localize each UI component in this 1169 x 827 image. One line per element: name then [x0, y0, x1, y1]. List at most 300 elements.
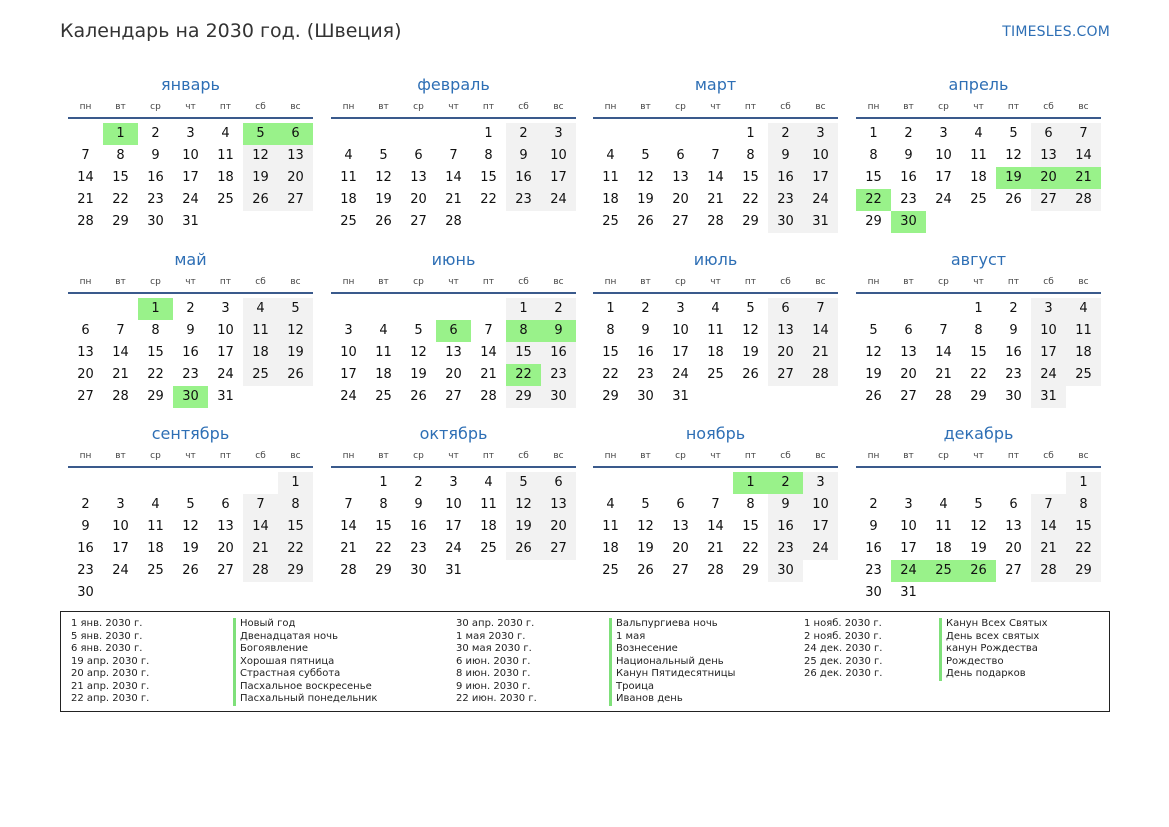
holiday-date: 6 янв. 2030 г.: [71, 643, 143, 654]
day-cell: 20: [410, 192, 427, 207]
day-cell: 5: [1009, 126, 1018, 141]
holiday-name: Канун Пятидесятницы: [609, 668, 735, 681]
day-cell: 2: [541, 298, 576, 320]
day-cell: 18: [243, 342, 278, 364]
day-cell: 3: [1031, 298, 1066, 320]
holiday-date: 6 июн. 2030 г.: [456, 655, 531, 667]
day-cell: 4: [939, 497, 948, 512]
day-cell: 10: [900, 519, 917, 534]
day-cell: 21: [112, 367, 129, 382]
day-cell: 23: [768, 189, 803, 211]
day-cell: 4: [711, 301, 720, 316]
day-cell: 12: [637, 519, 654, 534]
weekday-label: ср: [938, 277, 949, 287]
weekday-label: ср: [413, 102, 424, 112]
day-cell: 3: [541, 123, 576, 145]
holiday-day-cell: 9: [541, 320, 576, 342]
day-cell: 5: [641, 148, 650, 163]
day-cell: 24: [541, 189, 576, 211]
day-cell: 7: [803, 298, 838, 320]
day-cell: 1: [606, 301, 615, 316]
day-cell: 3: [904, 497, 913, 512]
day-cell: 31: [803, 211, 838, 233]
empty-cell: [366, 298, 401, 320]
day-cell: 22: [278, 538, 313, 560]
holiday-name: Страстная суббота: [233, 668, 377, 681]
weekday-label: чт: [973, 277, 984, 287]
holiday-date: 22 июн. 2030 г.: [456, 693, 537, 704]
day-cell: 3: [449, 475, 458, 490]
day-cell: 15: [506, 342, 541, 364]
day-cell: 28: [707, 214, 724, 229]
weekday-label: вт: [378, 102, 389, 112]
month-name: июнь: [431, 250, 476, 269]
holiday-day-cell: 6: [436, 320, 471, 342]
day-cell: 28: [77, 214, 94, 229]
week-row: [593, 364, 838, 386]
day-cell: 19: [375, 192, 392, 207]
weekday-label: вс: [290, 102, 301, 112]
week-row: [331, 472, 576, 494]
day-cell: 30: [768, 560, 803, 582]
day-cell: 21: [707, 192, 724, 207]
empty-cell: [926, 582, 961, 604]
day-cell: 12: [1005, 148, 1022, 163]
weekday-label: пн: [342, 451, 355, 461]
weekday-header: [68, 450, 313, 468]
week-row: [856, 189, 1101, 211]
holiday-name: канун Рождества: [939, 643, 1048, 656]
day-cell: 27: [1005, 563, 1022, 578]
empty-cell: [628, 123, 663, 145]
day-cell: 16: [637, 345, 654, 360]
month-2: [331, 75, 576, 233]
day-cell: 2: [768, 123, 803, 145]
day-cell: 24: [935, 192, 952, 207]
day-cell: 16: [768, 167, 803, 189]
month-4: [856, 75, 1101, 233]
day-cell: 20: [445, 367, 462, 382]
day-cell: 20: [768, 342, 803, 364]
weekday-label: чт: [710, 277, 721, 287]
month-10: [331, 424, 576, 582]
legend-names-column: [233, 618, 377, 706]
empty-cell: [891, 298, 926, 320]
day-cell: 27: [278, 189, 313, 211]
empty-cell: [103, 298, 138, 320]
day-cell: 6: [676, 497, 685, 512]
weekday-label: сб: [518, 451, 529, 461]
empty-cell: [138, 472, 173, 494]
day-cell: 1: [484, 126, 493, 141]
day-cell: 2: [641, 301, 650, 316]
empty-cell: [331, 123, 366, 145]
day-cell: 5: [278, 298, 313, 320]
empty-cell: [278, 582, 313, 604]
day-cell: 27: [900, 389, 917, 404]
day-cell: 6: [1009, 497, 1018, 512]
month-name: апрель: [948, 75, 1009, 94]
legend-dates-column: [71, 618, 149, 706]
weekday-label: пн: [79, 451, 92, 461]
weekday-label: вт: [640, 451, 651, 461]
empty-cell: [331, 472, 366, 494]
holiday-name: Канун Всех Святых: [939, 618, 1048, 631]
holiday-date: 1 мая 2030 г.: [456, 630, 526, 642]
weekday-label: вс: [815, 277, 826, 287]
month-name: февраль: [417, 75, 490, 94]
day-cell: 9: [81, 519, 90, 534]
weekday-label: пт: [1007, 277, 1020, 287]
weekday-label: ср: [150, 451, 161, 461]
weekday-label: пн: [867, 277, 880, 287]
day-cell: 7: [711, 148, 720, 163]
week-row: [68, 364, 313, 386]
empty-cell: [138, 582, 173, 604]
day-cell: 2: [1009, 301, 1018, 316]
empty-cell: [471, 560, 506, 582]
weekday-label: пт: [744, 102, 757, 112]
holiday-date: 20 апр. 2030 г.: [71, 668, 150, 679]
day-cell: 3: [344, 323, 353, 338]
day-cell: 16: [147, 170, 164, 185]
day-cell: 17: [182, 170, 199, 185]
day-cell: 11: [375, 345, 392, 360]
empty-cell: [663, 123, 698, 145]
day-cell: 14: [935, 345, 952, 360]
weekday-label: вт: [378, 277, 389, 287]
weekday-label: сб: [255, 277, 266, 287]
day-cell: 8: [151, 323, 160, 338]
legend-names-column: [609, 618, 735, 706]
day-cell: 30: [147, 214, 164, 229]
week-row: [856, 211, 1101, 233]
weekday-label: ср: [938, 451, 949, 461]
day-cell: 14: [480, 345, 497, 360]
weekday-label: ср: [938, 102, 949, 112]
empty-cell: [68, 472, 103, 494]
day-cell: 11: [147, 519, 164, 534]
weekday-header: [856, 450, 1101, 468]
weekday-label: сб: [518, 277, 529, 287]
week-row: [68, 494, 313, 516]
day-cell: 30: [541, 386, 576, 408]
day-cell: 22: [147, 367, 164, 382]
day-cell: 20: [77, 367, 94, 382]
day-cell: 29: [278, 560, 313, 582]
empty-cell: [401, 123, 436, 145]
empty-cell: [103, 582, 138, 604]
day-cell: 12: [865, 345, 882, 360]
day-cell: 11: [217, 148, 234, 163]
day-cell: 8: [278, 494, 313, 516]
holiday-date: 2 нояб. 2030 г.: [804, 630, 882, 642]
empty-cell: [698, 472, 733, 494]
weekday-label: вс: [815, 451, 826, 461]
day-cell: 1: [869, 126, 878, 141]
day-cell: 30: [410, 563, 427, 578]
day-cell: 14: [1031, 516, 1066, 538]
empty-cell: [471, 211, 506, 233]
day-cell: 4: [243, 298, 278, 320]
day-cell: 17: [803, 516, 838, 538]
weekday-header: [593, 101, 838, 119]
week-row: [68, 211, 313, 233]
day-cell: 28: [340, 563, 357, 578]
day-cell: 25: [480, 541, 497, 556]
empty-cell: [803, 386, 838, 408]
weekday-label: вт: [640, 102, 651, 112]
holiday-name: 1 мая: [609, 631, 735, 644]
day-cell: 18: [147, 541, 164, 556]
day-cell: 9: [151, 148, 160, 163]
day-cell: 2: [151, 126, 160, 141]
holiday-name: Хорошая пятница: [233, 656, 377, 669]
holiday-name: Двенадцатая ночь: [233, 631, 377, 644]
weekday-label: вс: [815, 102, 826, 112]
weekday-label: чт: [448, 277, 459, 287]
holiday-day-cell: 24: [891, 560, 926, 582]
day-cell: 16: [768, 516, 803, 538]
day-cell: 21: [340, 541, 357, 556]
day-cell: 27: [77, 389, 94, 404]
day-cell: 25: [1066, 364, 1101, 386]
day-cell: 29: [602, 389, 619, 404]
holiday-name: Вознесение: [609, 643, 735, 656]
holiday-day-cell: 1: [103, 123, 138, 145]
holiday-name: Богоявление: [233, 643, 377, 656]
weekday-label: чт: [973, 102, 984, 112]
day-cell: 23: [506, 189, 541, 211]
day-cell: 2: [186, 301, 195, 316]
day-cell: 14: [340, 519, 357, 534]
empty-cell: [733, 386, 768, 408]
holiday-day-cell: 25: [926, 560, 961, 582]
day-cell: 27: [672, 563, 689, 578]
week-row: [331, 364, 576, 386]
empty-cell: [208, 582, 243, 604]
day-cell: 21: [445, 192, 462, 207]
day-cell: 22: [742, 192, 759, 207]
day-cell: 17: [935, 170, 952, 185]
empty-cell: [506, 560, 541, 582]
empty-cell: [803, 560, 838, 582]
day-cell: 20: [278, 167, 313, 189]
day-cell: 15: [970, 345, 987, 360]
empty-cell: [663, 472, 698, 494]
day-cell: 17: [445, 519, 462, 534]
day-cell: 22: [742, 541, 759, 556]
empty-cell: [436, 123, 471, 145]
month-9: [68, 424, 313, 604]
day-cell: 8: [974, 323, 983, 338]
day-cell: 10: [803, 145, 838, 167]
day-cell: 17: [803, 167, 838, 189]
day-cell: 14: [1066, 145, 1101, 167]
holiday-date: 22 апр. 2030 г.: [71, 693, 150, 704]
day-cell: 10: [445, 497, 462, 512]
empty-cell: [208, 211, 243, 233]
empty-cell: [436, 298, 471, 320]
week-row: [856, 364, 1101, 386]
empty-cell: [593, 123, 628, 145]
day-cell: 21: [707, 541, 724, 556]
weekday-header: [593, 276, 838, 294]
day-cell: 4: [606, 148, 615, 163]
day-cell: 27: [410, 214, 427, 229]
day-cell: 23: [900, 192, 917, 207]
weekday-header: [68, 101, 313, 119]
day-cell: 8: [1066, 494, 1101, 516]
day-cell: 23: [637, 367, 654, 382]
day-cell: 26: [1005, 192, 1022, 207]
day-cell: 25: [707, 367, 724, 382]
day-cell: 14: [243, 516, 278, 538]
day-cell: 29: [865, 214, 882, 229]
day-cell: 26: [278, 364, 313, 386]
day-cell: 31: [672, 389, 689, 404]
day-cell: 15: [742, 170, 759, 185]
day-cell: 9: [768, 494, 803, 516]
day-cell: 1: [506, 298, 541, 320]
day-cell: 2: [904, 126, 913, 141]
day-cell: 20: [217, 541, 234, 556]
weekday-label: пт: [744, 277, 757, 287]
day-cell: 10: [182, 148, 199, 163]
day-cell: 20: [541, 516, 576, 538]
holiday-name: Пасхальное воскресенье: [233, 681, 377, 694]
day-cell: 4: [344, 148, 353, 163]
weekday-label: вс: [553, 451, 564, 461]
day-cell: 11: [970, 148, 987, 163]
day-cell: 18: [217, 170, 234, 185]
week-row: [856, 123, 1101, 145]
day-cell: 25: [147, 563, 164, 578]
day-cell: 5: [974, 497, 983, 512]
day-cell: 19: [182, 541, 199, 556]
weekday-label: пн: [604, 102, 617, 112]
day-cell: 1: [379, 475, 388, 490]
day-cell: 29: [375, 563, 392, 578]
day-cell: 24: [803, 189, 838, 211]
day-cell: 10: [112, 519, 129, 534]
day-cell: 26: [865, 389, 882, 404]
empty-cell: [856, 472, 891, 494]
day-cell: 13: [278, 145, 313, 167]
brand-link[interactable]: TIMESLES.COM: [1002, 24, 1110, 40]
week-row: [856, 145, 1101, 167]
day-cell: 21: [480, 367, 497, 382]
weekday-header: [856, 276, 1101, 294]
day-cell: 5: [414, 323, 423, 338]
weekday-label: пт: [219, 277, 232, 287]
day-cell: 30: [77, 585, 94, 600]
month-5: [68, 250, 313, 408]
month-7: [593, 250, 838, 408]
day-cell: 27: [541, 538, 576, 560]
day-cell: 15: [742, 519, 759, 534]
day-cell: 7: [711, 497, 720, 512]
week-row: [68, 123, 313, 145]
month-name: январь: [161, 75, 220, 94]
holiday-day-cell: 30: [891, 211, 926, 233]
week-row: [593, 211, 838, 233]
day-cell: 9: [904, 148, 913, 163]
week-row: [331, 386, 576, 408]
week-row: [68, 472, 313, 494]
weekday-label: вт: [903, 102, 914, 112]
week-row: [331, 123, 576, 145]
weekday-label: пн: [867, 102, 880, 112]
day-cell: 28: [707, 563, 724, 578]
day-cell: 18: [340, 192, 357, 207]
day-cell: 24: [445, 541, 462, 556]
day-cell: 10: [217, 323, 234, 338]
day-cell: 8: [379, 497, 388, 512]
day-cell: 3: [116, 497, 125, 512]
week-row: [331, 189, 576, 211]
day-cell: 2: [869, 497, 878, 512]
empty-cell: [243, 582, 278, 604]
weekday-label: сб: [1043, 277, 1054, 287]
empty-cell: [471, 298, 506, 320]
empty-cell: [366, 123, 401, 145]
weekday-label: пн: [604, 277, 617, 287]
empty-cell: [1031, 582, 1066, 604]
day-cell: 7: [449, 148, 458, 163]
empty-cell: [768, 386, 803, 408]
day-cell: 15: [1066, 516, 1101, 538]
day-cell: 14: [707, 170, 724, 185]
week-row: [593, 516, 838, 538]
weekday-label: вт: [903, 451, 914, 461]
day-cell: 13: [768, 320, 803, 342]
day-cell: 6: [541, 472, 576, 494]
week-row: [856, 386, 1101, 408]
day-cell: 10: [541, 145, 576, 167]
weekday-label: вт: [115, 102, 126, 112]
empty-cell: [698, 123, 733, 145]
empty-cell: [593, 472, 628, 494]
week-row: [68, 538, 313, 560]
day-cell: 17: [217, 345, 234, 360]
day-cell: 23: [410, 541, 427, 556]
day-cell: 13: [77, 345, 94, 360]
day-cell: 23: [77, 563, 94, 578]
empty-cell: [961, 472, 996, 494]
empty-cell: [698, 386, 733, 408]
holiday-day-cell: 19: [996, 167, 1031, 189]
empty-cell: [278, 386, 313, 408]
weekday-label: вс: [1078, 102, 1089, 112]
weekday-label: вт: [378, 451, 389, 461]
legend-names-column: [939, 618, 1048, 681]
week-row: [856, 167, 1101, 189]
empty-cell: [506, 211, 541, 233]
day-cell: 13: [410, 170, 427, 185]
week-row: [331, 516, 576, 538]
day-cell: 4: [974, 126, 983, 141]
day-cell: 2: [414, 475, 423, 490]
day-cell: 8: [869, 148, 878, 163]
day-cell: 22: [112, 192, 129, 207]
weekday-header: [331, 101, 576, 119]
day-cell: 27: [672, 214, 689, 229]
holiday-day-cell: 1: [733, 472, 768, 494]
day-cell: 1: [278, 472, 313, 494]
month-name: март: [694, 75, 737, 94]
day-cell: 4: [484, 475, 493, 490]
